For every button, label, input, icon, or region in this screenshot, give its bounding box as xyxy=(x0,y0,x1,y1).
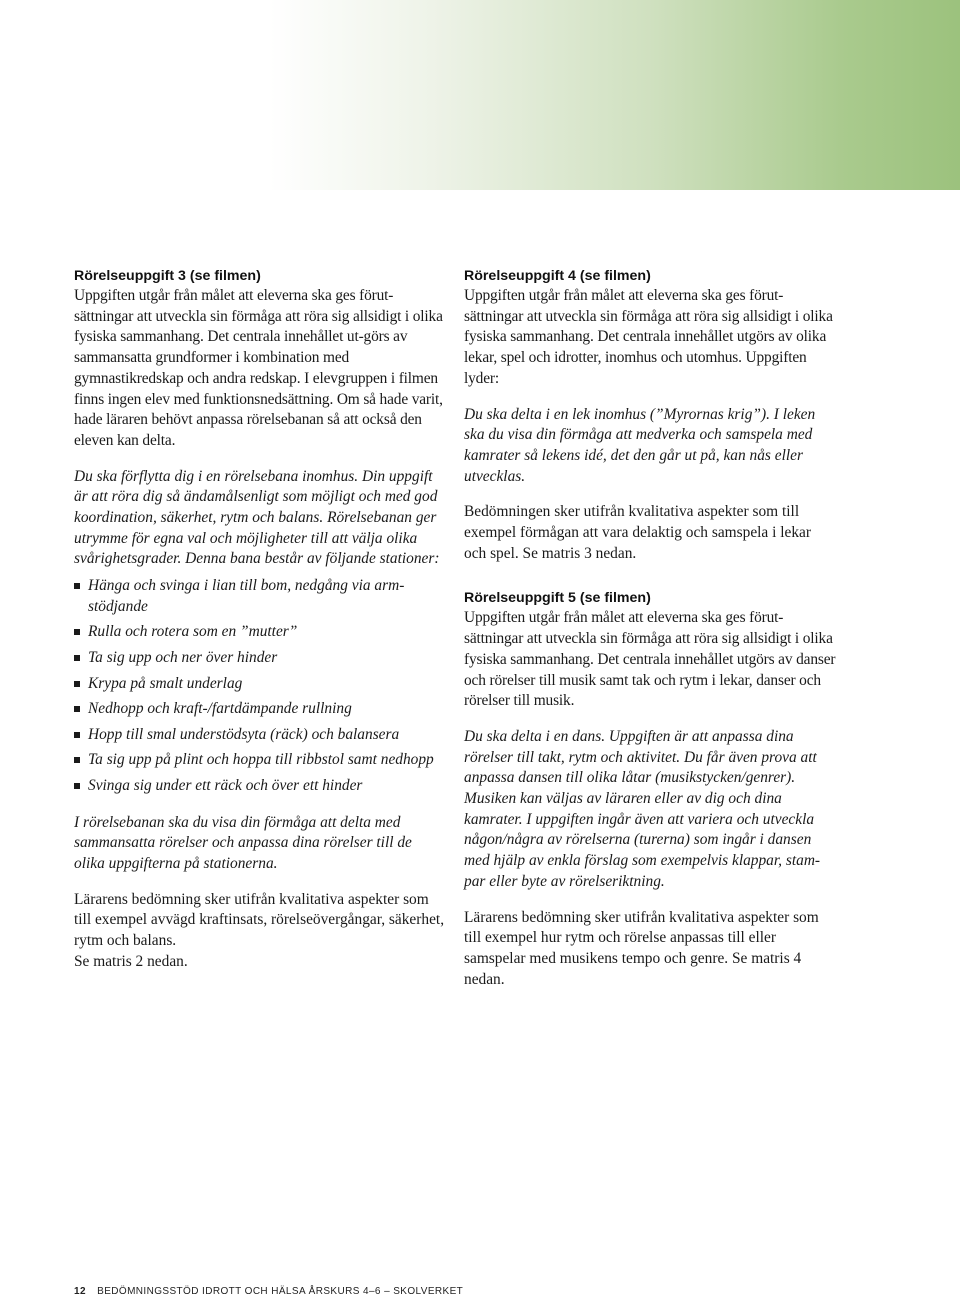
list-item: Krypa på smalt underlag xyxy=(74,674,446,695)
task3-intro: Uppgiften utgår från målet att eleverna ska ges förut-sättningar att utveckla sin förmåga att röra sig allsidigt i olika fysiska sammanhang. Det centrala innehållet ut-görs av sammansatta grundformer i kombination med gymnastikredskap och andra redskap. I elevgruppen i filmen finns ingen elev med funktionsnedsättning. Om så hade varit, hade läraren behövt anpassa rörelsebanan så att också den eleven kan delta. xyxy=(74,287,443,449)
task3-closing: I rörelsebanan ska du visa din förmåga att delta med sammansatta rörelser och anpassa dina rörelser till de olika uppgifterna på stationerna. xyxy=(74,813,412,872)
task5-description: Du ska delta i en dans. Uppgiften är att anpassa dina rörelser till takt, rytm och aktivitet. Du får även prova att anpassa dansen till olika låtar (musikstycken/genrer). Musiken kan väljas av läraren eller av dig och dina kamrater. I uppgiften ingår även att variera och utveckla någon/några av rörelserna (turerna) som ingår i dansen med hjälp av enkla förslag som exempelvis klappar, stam-par eller byte av rörelseriktning. xyxy=(464,727,821,890)
task5-intro: Uppgiften utgår från målet att eleverna ska ges förut-sättningar att utveckla sin förmåga att röra sig allsidigt i olika fysiska sammanhang. Det centrala innehållet utgörs av danser och rörelser till musik samt tak och rytm i lekar, danser och rörelser till musik. xyxy=(464,609,836,710)
bullet-icon xyxy=(74,629,80,635)
task5-heading: Rörelseuppgift 5 (se filmen) xyxy=(464,590,651,607)
task4-description: Du ska delta i en lek inomhus (”Myrornas krig”). I leken ska du visa din förmåga att medverka och samspela med kamrater så lekens idé, det den går ut på, kan nås eller utvecklas. xyxy=(464,405,816,485)
list-item: Svinga sig under ett räck och över ett hinder xyxy=(74,776,446,797)
list-item: Hopp till smal understödsyta (räck) och balansera xyxy=(74,725,446,746)
publisher-name: SKOLVERKET xyxy=(393,1286,464,1297)
stations-list xyxy=(74,576,446,797)
list-item: Ta sig upp på plint och hoppa till ribbstol samt nedhopp xyxy=(74,750,446,771)
list-item: Rulla och rotera som en ”mutter” xyxy=(74,622,446,643)
bullet-icon xyxy=(74,732,80,738)
task3-heading: Rörelseuppgift 3 (se filmen) xyxy=(74,268,261,284)
task4-intro: Uppgiften utgår från målet att eleverna ska ges förut-sättningar att utveckla sin förmåga att röra sig allsidigt i olika fysiska sammanhang. Det centrala innehållet utgörs av olika lekar, spel och idrotter, inomhus och utomhus. Uppgiften lyder: xyxy=(464,287,833,387)
bullet-icon xyxy=(74,757,80,763)
page-footer xyxy=(74,1286,463,1297)
header-gradient-band xyxy=(0,0,960,190)
list-item: Nedhopp och kraft-/fartdämpande rullning xyxy=(74,699,446,720)
publication-title: BEDÖMNINGSSTÖD IDROTT OCH HÄLSA ÅRSKURS 4–6 xyxy=(97,1286,381,1297)
footer-separator: – xyxy=(384,1286,391,1297)
task5-assessment: Lärarens bedömning sker utifrån kvalitativa aspekter som till exempel hur rytm och rörelse anpassas till eller samspelar med musikens tempo och genre. Se matris 4 nedan. xyxy=(464,908,819,988)
task4-heading: Rörelseuppgift 4 (se filmen) xyxy=(464,268,651,284)
bullet-icon xyxy=(74,583,80,589)
page-number: 12 xyxy=(74,1286,86,1297)
right-column xyxy=(464,266,836,990)
task3-matrix-ref: Se matris 2 nedan. xyxy=(74,952,188,970)
task3-assessment: Lärarens bedömning sker utifrån kvalitativa aspekter som till exempel avvägd kraftinsats, rörelseövergångar, säkerhet, rytm och balans. xyxy=(74,890,445,950)
list-item: Ta sig upp och ner över hinder xyxy=(74,648,446,669)
left-column xyxy=(74,266,446,973)
bullet-icon xyxy=(74,783,80,789)
list-item: Hänga och svinga i lian till bom, nedgång via arm-stödjande xyxy=(74,576,446,617)
task4-assessment: Bedömningen sker utifrån kvalitativa aspekter som till exempel förmågan att vara delaktig och samspela i lekar och spel. Se matris 3 nedan. xyxy=(464,503,811,562)
bullet-icon xyxy=(74,681,80,687)
bullet-icon xyxy=(74,655,80,661)
task3-description: Du ska förflytta dig i en rörelsebana inomhus. Din uppgift är att röra dig så ändamålsenligt som möjligt och med god koordination, säkerhet, rytm och balans. Rörelsebanan ger utrymme för egna val och möjligheter till att välja olika svårighetsgrader. Denna bana består av följande stationer: xyxy=(74,467,440,568)
bullet-icon xyxy=(74,706,80,712)
